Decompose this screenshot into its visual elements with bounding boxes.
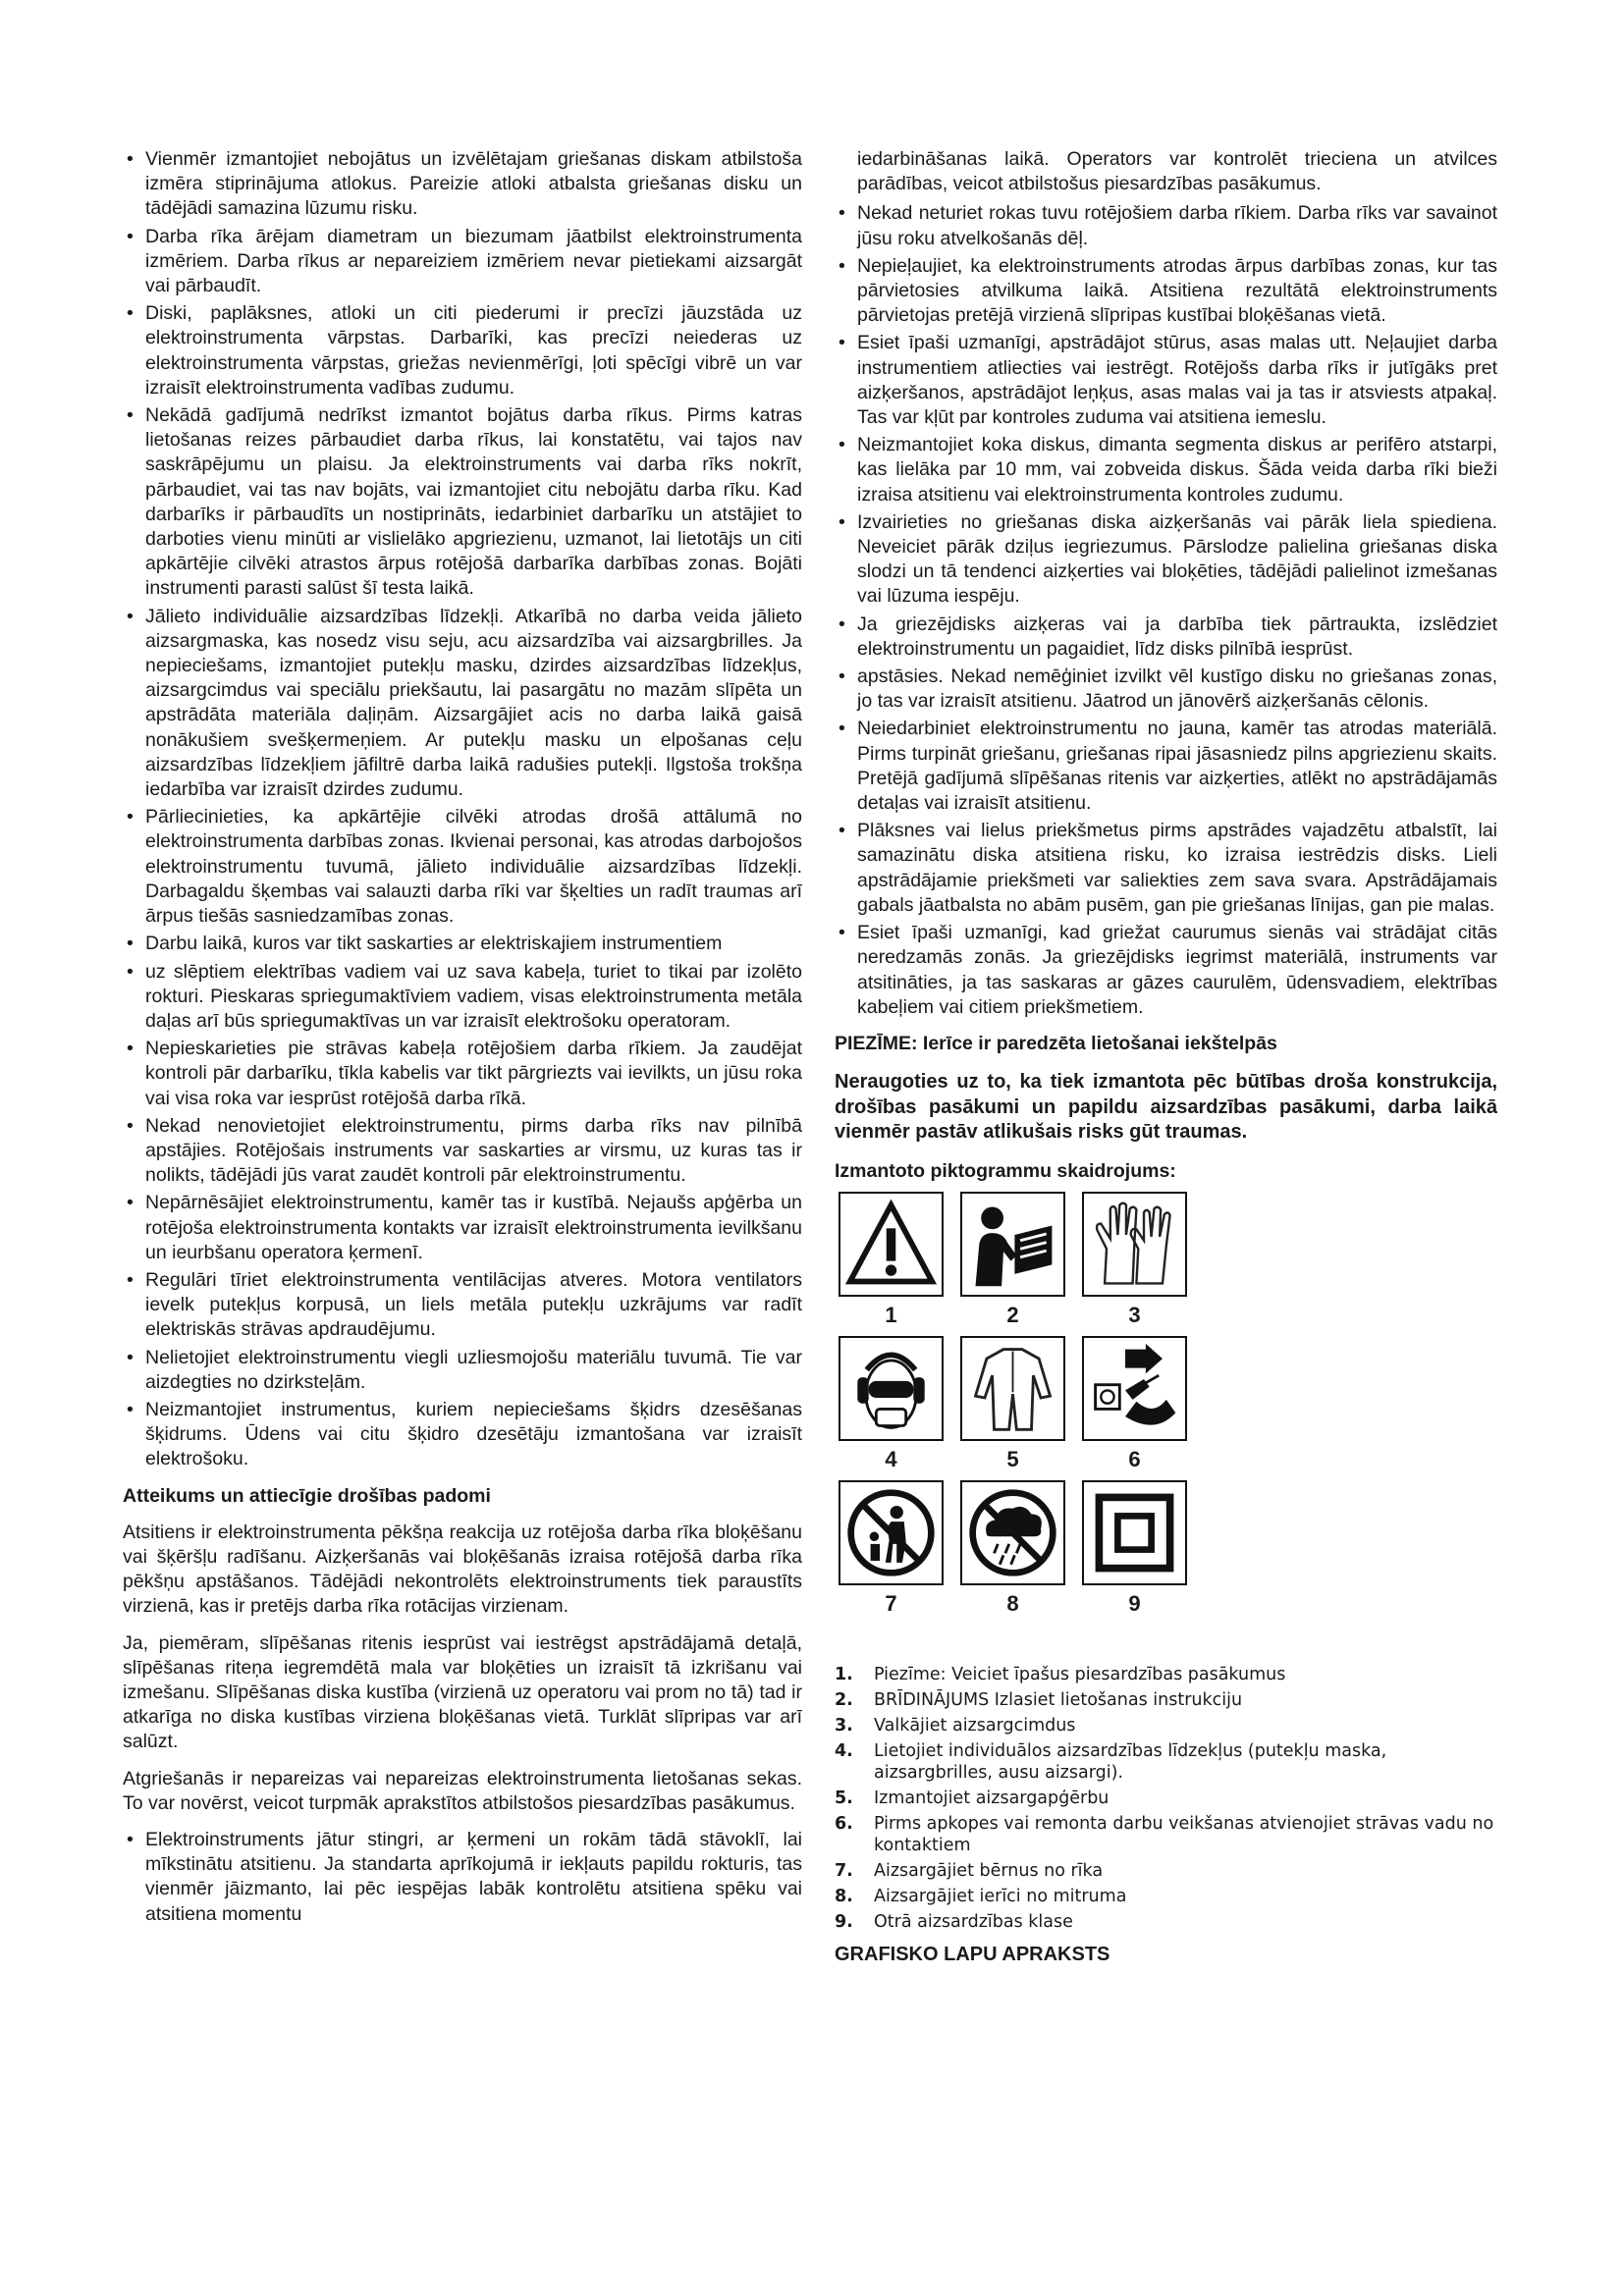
list-item: • Nepārnēsājiet elektroinstrumentu, kamēr tas ir kustībā. Nejaušs apģērba un rotējoša elektroinstrumenta kontakts var izraisīt elektroinstrumenta ievilkšanu un ieurbšanu operatora ķermenī. (123, 1191, 802, 1265)
no-rain-icon (960, 1480, 1065, 1585)
pictogram-2 (960, 1192, 1065, 1336)
pictogram-3 (1082, 1192, 1187, 1336)
list-item: • Diski, paplāksnes, atloki un citi piederumi ir precīzi jāuzstāda uz elektroinstrumenta vārpstas. Darbarīki, kas precīzi neiederas uz elektroinstrumenta vārpstas, griežas nevienmērīgi, ļoti spēcīgi vibrē un var izraisīt elektroinstrumenta vadības zudumu. (123, 301, 802, 400)
residual-risk-warning: Neraugoties uz to, ka tiek izmantota pēc būtības droša konstrukcija, drošības pasākumi un papildu aizsardzības pasākumi, darba laikā vienmēr pastāv atlikušais risks gūt traumas. (835, 1071, 1497, 1144)
list-item: • Neizmantojiet koka diskus, dimanta segmenta diskus ar perifēro atstarpi, kas lielāka par 10 mm, vai zobveida diskus. Šāda veida darba rīki bieži izraisa atsitienu vai elektroinstrumenta kontroles zudumu. (835, 433, 1497, 507)
list-item: • Darba rīka ārējam diametram un biezumam jāatbilst elektroinstrumenta izmēriem. Darba rīkus ar nepareiziem izmēriem nevar pietiekami aizsargāt vai pārbaudīt. (123, 225, 802, 299)
keep-children-away-icon (839, 1480, 944, 1585)
unplug-icon (1082, 1336, 1187, 1441)
graphic-pages-heading: GRAFISKO LAPU APRAKSTS (835, 1943, 1110, 1965)
gloves-icon (1082, 1192, 1187, 1297)
list-item: • Esiet īpaši uzmanīgi, apstrādājot stūrus, asas malas utt. Neļaujiet darba instrumentiem atliecties vai iestrēgt. Rotējošs darba rīks ir jutīgāks pret aizķeršanos, apstrādājot leņķus, asas malas vai ja tas ir atsviests atpakaļ. Tas var kļūt par kontroles zuduma vai atsitiena iemeslu. (835, 331, 1497, 430)
list-item: • Darbu laikā, kuros var tikt saskarties ar elektriskajiem instrumentiem (123, 932, 802, 956)
pictogram-1 (839, 1192, 944, 1336)
list-item: • Jālieto individuālie aizsardzības līdzekļi. Atkarībā no darba veida jālieto aizsargmaska, kas nosedz visu seju, acu aizsardzība vai aizsargbrilles. Ja nepieciešams, izmantojiet putekļu masku, dzirdes aizsardzības līdzekļus, aizsargcimdus vai speciālu priekšautu, lai pasargātu no mazām slīpēta un apstrādāta materiāla daļiņām. Aizsargājiet acis no darba laikā gaisā nonākušiem svešķermeņiem. Ar putekļu masku un elpošanas ceļu aizsardzības līdzekļiem jāfiltrē darba laikā radušies putekļi. Ilgstoša trokšņa iedarbība var izraisīt dzirdes zudumu. (123, 605, 802, 803)
pictogram-grid (839, 1192, 1497, 1625)
pictogram-number: 1 (885, 1302, 897, 1327)
pictogram-8 (960, 1480, 1065, 1625)
pictogram-9 (1082, 1480, 1187, 1625)
kickback-heading: Atteikums un attiecīgie drošības padomi (123, 1484, 491, 1507)
list-item: • Elektroinstruments jātur stingri, ar ķermeni un rokām tādā stāvoklī, lai mīkstinātu atsitienu. Ja standarta aprīkojumā ir iekļauts papildu rokturis, tas vienmēr jāizmanto, lai pēc iespējas labāk kontrolētu atsitiena spēku vai atsitiena momentu (123, 1828, 802, 1927)
list-item: • Nekādā gadījumā nedrīkst izmantot bojātus darba rīkus. Pirms katras lietošanas reizes pārbaudiet darba rīkus, lai konstatētu, vai tajos nav saskrāpējumu un plaisu. Ja elektroinstruments vai darba rīks nokrīt, pārbaudiet, vai tas nav bojāts, vai izmantojiet citu nebojātu darba rīku. Kad darbarīks ir pārbaudīts un nostiprināts, iedarbiniet darbarīku un atstājiet to darboties vienu minūti ar vislielāko apgriezienu, uzmanot, lai lietotājs un citi apkārtējie cilvēki atrastos ārpus rotējošā darbarīka darbības zonas. Bojāti instrumenti parasti salūst šī testa laikā. (123, 403, 802, 602)
list-item: • Plāksnes vai lielus priekšmetus pirms apstrādes vajadzētu atbalstīt, lai samazinātu diska atsitiena risku, ko izraisa iestrēdzis disks. Lieli apstrādājamie priekšmeti var saliekties zem sava svara. Apstrādājamais gabals jāatbalsta no abām pusēm, gan pie griešanas līnijas, gan pie malas. (835, 819, 1497, 918)
legend-item: 7. Aizsargājiet bērnus no rīka (835, 1860, 1104, 1881)
legend-item: 6. Pirms apkopes vai remonta darbu veikšanas atvienojiet strāvas vadu no kontaktiem (835, 1813, 1494, 1855)
pictogram-5 (960, 1336, 1065, 1480)
legend-item: 5. Izmantojiet aizsargapģērbu (835, 1788, 1110, 1808)
list-item: • Nekad nenovietojiet elektroinstrumentu, pirms darba rīks nav pilnībā apstājies. Rotējošais instruments var saskarties ar virsmu, uz kuras tas ir nolikts, tādējādi jūs varat zaudēt kontroli pār elektroinstrumentu. (123, 1114, 802, 1189)
list-item: • Pārliecinieties, ka apkārtējie cilvēki atrodas drošā attālumā no elektroinstrumenta darbības zonas. Ikvienai personai, kas atrodas darbojošos elektroinstrumentu tuvumā, jālieto individuālie aizsardzības līdzekļi. Darbagaldu šķembas vai salauzti darba rīki var šķelties un radīt traumas arī ārpus tiešās sasniedzamības zonas. (123, 805, 802, 929)
pictogram-legend (835, 1664, 1497, 1933)
pictogram-number: 4 (885, 1446, 897, 1471)
list-item: • Vienmēr izmantojiet nebojātus un izvēlētajam griešanas diskam atbilstoša izmēra stiprinājuma atlokus. Pareizie atloki atbalsta griešanas disku un tādējādi samazina lūzumu risku. (123, 147, 802, 222)
list-item: • Neiedarbiniet elektroinstrumentu no jauna, kamēr tas atrodas materiālā. Pirms turpināt griešanu, griešanas ripai jāsasniedz pilns apgriezienu skaits. Pretējā gadījumā slīpēšanas ritenis var aizķerties, atlēkt no apstrādājamās detaļas vai izraisīt atsitienu. (835, 717, 1497, 816)
list-item: • Esiet īpaši uzmanīgi, kad griežat caurumus sienās vai strādājat citās neredzamās zonās. Ja griezējdisks iegrimst materiālā, instruments var atsitināties, ja tas saskaras ar gāzes caurulēm, ūdensvadiem, elektrības kabeļiem vai citiem priekšmetiem. (835, 921, 1497, 1020)
kickback-bullet-list (123, 1828, 802, 1927)
list-item: • apstāsies. Nekad nemēģiniet izvilkt vēl kustīgo disku no griešanas zonas, jo tas var izraisīt atsitienu. Jāatrod un jānovērš aizķeršanās cēlonis. (835, 665, 1497, 714)
kickback-bullet-list-continued (835, 147, 1497, 1020)
list-item: • Regulāri tīriet elektroinstrumenta ventilācijas atveres. Motora ventilators ievelk putekļus korpusā, un liels metāla putekļu uzkrājums var radīt elektriskās strāvas apdraudējumu. (123, 1268, 802, 1343)
pictogram-6 (1082, 1336, 1187, 1480)
list-item: • Nelietojiet elektroinstrumentu viegli uzliesmojošu materiālu tuvumā. Tie var aizdegties no dzirksteļām. (123, 1346, 802, 1395)
pictogram-number: 3 (1128, 1302, 1141, 1327)
pictogram-7 (839, 1480, 944, 1625)
list-item: • Nepieļaujiet, ka elektroinstruments atrodas ārpus darbības zonas, kur tas pārvietosies atvilkuma laikā. Atsitiena rezultātā elektroinstruments pārvietojas pretējā virzienā slīpripas kustībai bloķēšanas vietā. (835, 254, 1497, 329)
list-item: • uz slēptiem elektrības vadiem vai uz sava kabeļa, turiet to tikai par izolēto rokturi. Pieskaras spriegumaktīviem vadiem, visas elektroinstrumenta metāla daļas arī būs spriegumaktīvas un var izraisīt elektrošoku operatoram. (123, 960, 802, 1035)
safety-bullet-list (123, 147, 802, 1472)
list-item: • Nepieskarieties pie strāvas kabeļa rotējošiem darba rīkiem. Ja zaudējat kontroli pār darbarīku, tīkla kabelis var tikt pārgriezts vai ievilkts, un jūsu roka vai visa roka var iesprūst rotējošā darba rīkā. (123, 1037, 802, 1111)
goggles-earmuffs-icon (839, 1336, 944, 1441)
list-item: • Ja griezējdisks aizķeras vai ja darbība tiek pārtraukta, izslēdziet elektroinstrumentu un pagaidiet, līdz disks pilnībā iesprūst. (835, 613, 1497, 662)
class-ii-insulation-icon (1082, 1480, 1187, 1585)
kickback-paragraph-3: Atgriešanās ir nepareizas vai nepareizas elektroinstrumenta lietošanas sekas. To var novērst, veicot turpmāk aprakstītos atbilstošos piesardzības pasākumus. (123, 1767, 802, 1814)
right-column (835, 147, 1497, 1967)
kickback-paragraph-1: Atsitiens ir elektroinstrumenta pēkšņa reakcija uz rotējoša darba rīka bloķēšanu vai šķēršļu radīšanu. Aizķeršanās vai bloķēšanās izraisa rotējošā darba rīka pēkšņu apstāšanos. Tādējādi nekontrolēts elektroinstruments tiek paraustīts virzienā, kas ir pretējs darba rīka rotācijas virzienam. (123, 1521, 802, 1618)
legend-item: 1. Piezīme: Veiciet īpašus piesardzības pasākumus (835, 1664, 1286, 1684)
protective-suit-icon (960, 1336, 1065, 1441)
legend-item: 9. Otrā aizsardzības klase (835, 1911, 1073, 1932)
pictogram-number: 2 (1006, 1302, 1019, 1327)
warning-triangle-icon (839, 1192, 944, 1297)
pictogram-number: 9 (1128, 1590, 1141, 1616)
legend-item: 4. Lietojiet individuālos aizsardzības līdzekļus (putekļu maska, aizsargbrilles, ausu aizsargi). (835, 1740, 1387, 1783)
pictogram-4 (839, 1336, 944, 1480)
indoor-use-note: PIEZĪME: Ierīce ir paredzēta lietošanai iekštelpās (835, 1032, 1277, 1054)
list-item: • Nekad neturiet rokas tuvu rotējošiem darba rīkiem. Darba rīks var savainot jūsu roku atvelkošanās dēļ. (835, 201, 1497, 250)
legend-item: 2. BRĪDINĀJUMS Izlasiet lietošanas instrukciju (835, 1689, 1243, 1710)
pictogram-number: 8 (1006, 1590, 1019, 1616)
list-item: • Neizmantojiet instrumentus, kuriem nepieciešams šķidrs dzesēšanas šķidrums. Ūdens vai citu šķidro dzesētāju izmantošana var izraisīt elektrošoku. (123, 1398, 802, 1472)
read-manual-icon (960, 1192, 1065, 1297)
pictogram-number: 7 (885, 1590, 897, 1616)
left-column (123, 147, 802, 1930)
list-item: • Izvairieties no griešanas diska aizķeršanās vai pārāk liela spiediena. Neveiciet pārāk dziļus iegriezumus. Pārslodze palielina griešanas diska slodzi un tā tendenci aizķerties vai bloķēties, tādējādi palielinot izmešanas vai lūzuma iespēju. (835, 510, 1497, 610)
list-item-continuation: iedarbināšanas laikā. Operators var kontrolēt trieciena un atvilces parādības, veicot atbilstošus piesardzības pasākumus. (857, 148, 1497, 195)
pictogram-number: 6 (1128, 1446, 1141, 1471)
legend-item: 3. Valkājiet aizsargcimdus (835, 1715, 1076, 1735)
pictogram-number: 5 (1006, 1446, 1019, 1471)
kickback-paragraph-2: Ja, piemēram, slīpēšanas ritenis iesprūst vai iestrēgst apstrādājamā detaļā, slīpēšanas riteņa iegremdētā mala var bloķēties un izraisīt tā izkrišanu vai izmešanu. Slīpēšanas diska kustība (virzienā uz operatoru vai prom no tā) tad ir atkarīga no diska kustības virziena bloķēšanas vietā. Turklāt slīpripas var arī salūzt. (123, 1631, 802, 1753)
pictogram-title: Izmantoto piktogrammu skaidrojums: (835, 1159, 1176, 1182)
legend-item: 8. Aizsargājiet ierīci no mitruma (835, 1886, 1127, 1906)
